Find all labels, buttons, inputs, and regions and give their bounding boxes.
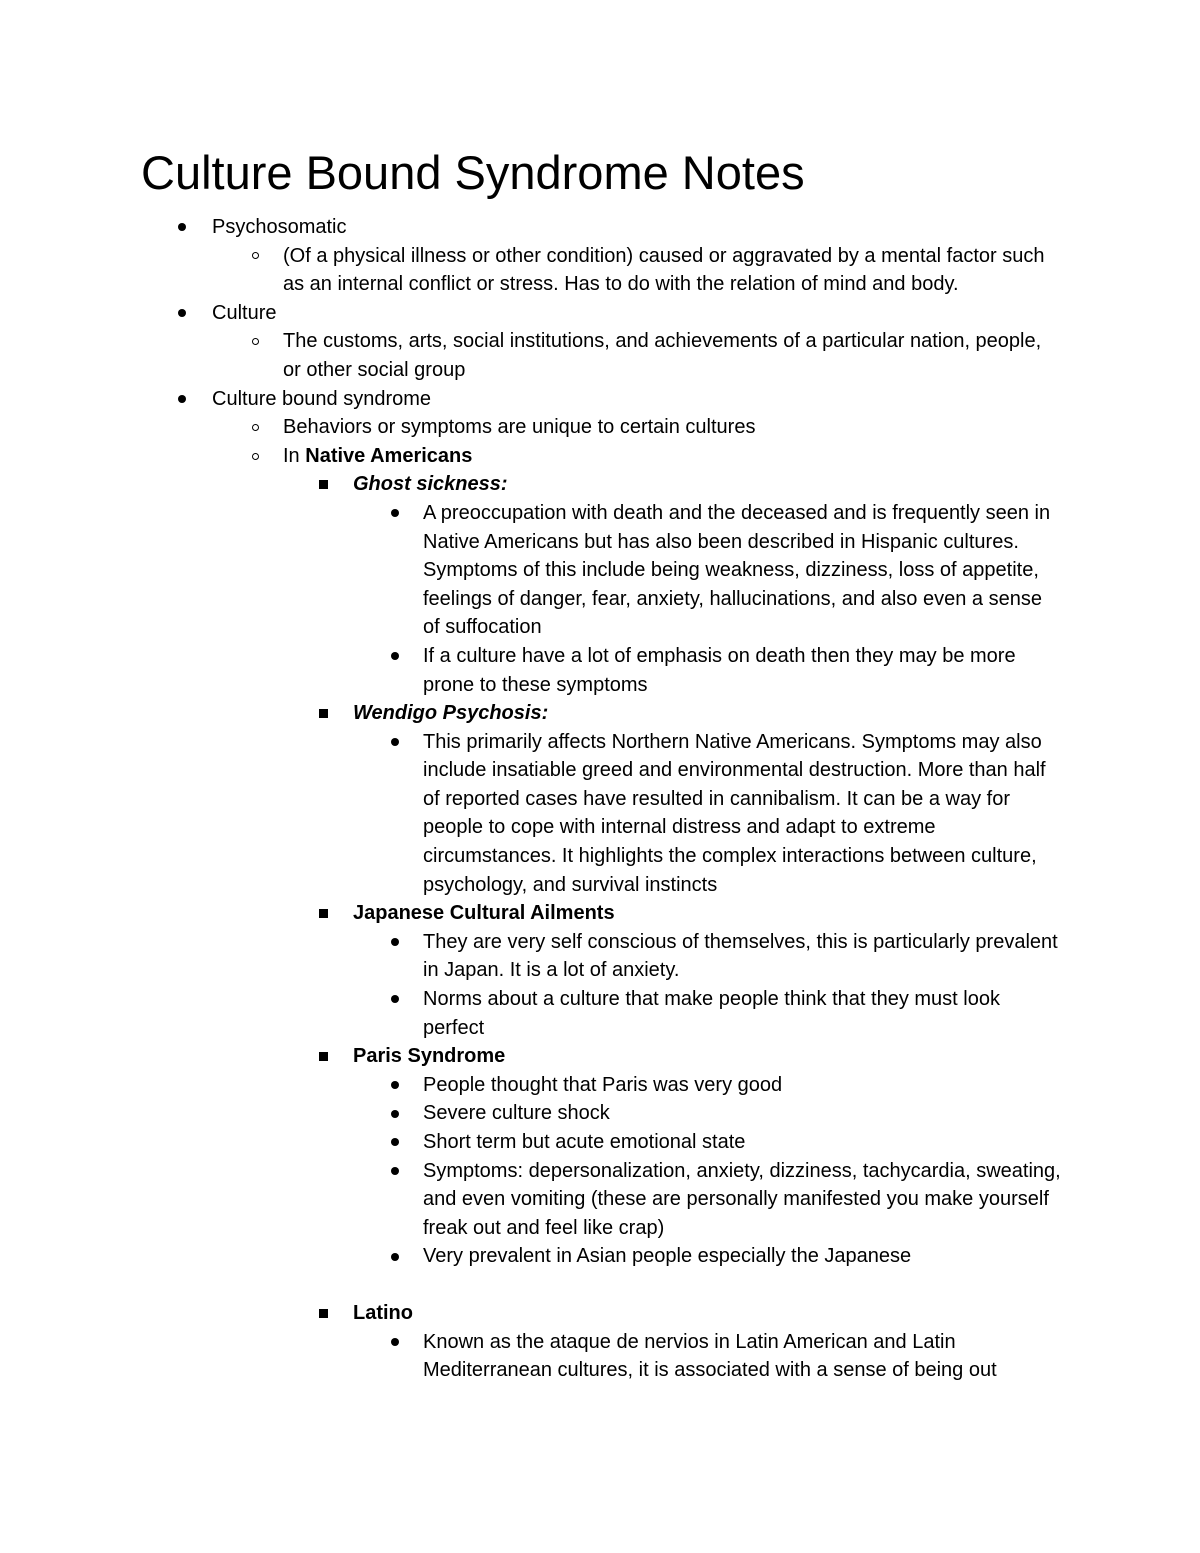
item-text: The customs, arts, social institutions, and achievements of a particular nation, people, or other social group xyxy=(283,330,1042,381)
item-text: They are very self conscious of themselves, this is particularly prevalent in Japan. It is a lot of anxiety. xyxy=(423,930,1058,982)
list-item xyxy=(0,213,1062,242)
list-item xyxy=(0,899,1063,928)
item-text-prefix: In xyxy=(283,444,306,467)
list-item xyxy=(0,499,1063,642)
item-text: Norms about a culture that make people think that they must look perfect xyxy=(423,988,1000,1039)
item-text: People thought that Paris was very good xyxy=(423,1073,783,1096)
bullet-disc-icon xyxy=(389,1128,401,1157)
bullet-disc-icon xyxy=(389,928,401,957)
list-item xyxy=(0,385,1062,414)
item-text: Known as the ataque de nervios in Latin American and Latin Mediterranean cultures, it is associated with a sense of being out xyxy=(423,1330,997,1382)
bullet-square-icon xyxy=(317,470,329,499)
list-item xyxy=(0,470,1063,499)
document-title: Culture Bound Syndrome Notes xyxy=(141,146,805,199)
list-item xyxy=(0,299,1062,328)
list-item xyxy=(0,413,1063,442)
bullet-circle-icon xyxy=(249,327,261,356)
list-item xyxy=(0,1042,1063,1071)
list-item xyxy=(0,1071,1063,1100)
bullet-disc-icon xyxy=(389,1099,401,1128)
list-item xyxy=(0,327,1063,384)
list-item xyxy=(0,642,1063,699)
list-item xyxy=(0,1157,1063,1243)
bullet-disc-icon xyxy=(389,1328,401,1357)
heading-paris-syndrome: Paris Syndrome xyxy=(353,1045,506,1068)
bullet-disc-icon xyxy=(176,213,188,242)
bullet-disc-icon xyxy=(176,385,188,414)
bullet-disc-icon xyxy=(389,1071,401,1100)
bullet-disc-icon xyxy=(176,299,188,328)
item-text: Culture xyxy=(212,301,277,324)
bullet-circle-icon xyxy=(249,413,261,442)
list-item xyxy=(0,1099,1063,1128)
item-text: Behaviors or symptoms are unique to certain cultures xyxy=(283,416,756,439)
bullet-disc-icon xyxy=(389,985,401,1014)
bullet-disc-icon xyxy=(389,642,401,671)
bullet-circle-icon xyxy=(249,442,261,471)
item-text: If a culture have a lot of emphasis on death then they may be more prone to these symptoms xyxy=(423,644,1016,696)
bullet-disc-icon xyxy=(389,1157,401,1186)
list-item xyxy=(0,1328,1063,1385)
heading-wendigo-psychosis: Wendigo Psychosis: xyxy=(353,702,549,725)
bullet-square-icon xyxy=(317,1299,329,1328)
heading-latino: Latino xyxy=(353,1301,413,1324)
item-text: (Of a physical illness or other condition) caused or aggravated by a mental factor such as an internal conflict or stress. Has to do with the relation of mind and body. xyxy=(283,244,1045,296)
list-item xyxy=(0,1128,1063,1157)
list-item xyxy=(0,728,1063,900)
blank-line xyxy=(0,1271,1200,1299)
list-item xyxy=(0,699,1063,728)
item-text: A preoccupation with death and the deceased and is frequently seen in Native Americans but has also been described in Hispanic cultures. Symptoms of this include being weakness, dizziness, loss of appetite, feelings of danger, fear, anxiety, hallucinations, and also even a sense of suffocation xyxy=(423,501,1051,639)
bullet-square-icon xyxy=(317,899,329,928)
bullet-square-icon xyxy=(317,699,329,728)
item-text: Culture bound syndrome xyxy=(212,387,432,410)
notes-list xyxy=(0,213,1200,1385)
bullet-disc-icon xyxy=(389,499,401,528)
item-text: Severe culture shock xyxy=(423,1102,610,1125)
item-text: Symptoms: depersonalization, anxiety, dizziness, tachycardia, sweating, and even vomiting (these are personally manifested you make yourself freak out and feel like crap) xyxy=(423,1159,1061,1239)
item-text: Psychosomatic xyxy=(212,216,347,238)
list-item xyxy=(0,242,1063,299)
bullet-square-icon xyxy=(317,1042,329,1071)
list-item xyxy=(0,985,1063,1042)
bullet-disc-icon xyxy=(389,1242,401,1271)
heading-ghost-sickness: Ghost sickness: xyxy=(353,473,508,496)
bullet-disc-icon xyxy=(389,728,401,757)
list-item xyxy=(0,1242,1063,1271)
section-heading-native-americans: Native Americans xyxy=(305,444,473,467)
list-item xyxy=(0,1299,1063,1328)
item-text: Very prevalent in Asian people especially the Japanese xyxy=(423,1245,912,1268)
heading-japanese-cultural-ailments: Japanese Cultural Ailments xyxy=(353,902,615,925)
bullet-circle-icon xyxy=(249,242,261,271)
list-item xyxy=(0,442,1063,471)
list-item xyxy=(0,928,1063,985)
item-text: Short term but acute emotional state xyxy=(423,1131,746,1153)
item-text: This primarily affects Northern Native Americans. Symptoms may also include insatiable greed and environmental destruction. More than half of reported cases have resulted in cannibalism. It can be a way for people to cope with internal distress and adapt to extreme circumstances. It highlights the complex interactions between culture, psychology, and survival instincts xyxy=(423,730,1046,896)
